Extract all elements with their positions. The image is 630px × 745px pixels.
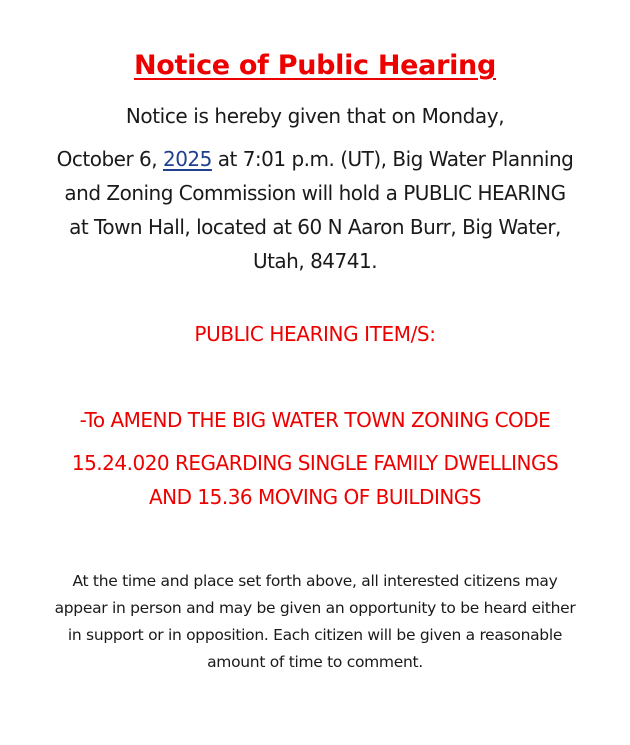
time-and-commission: at 7:01 p.m. (UT), Big Water Planning bbox=[211, 147, 574, 171]
hearing-items-heading: PUBLIC HEARING ITEM/S: bbox=[194, 322, 436, 346]
hearing-item-line-1: -To AMEND THE BIG WATER TOWN ZONING CODE bbox=[79, 408, 551, 432]
hearing-item-line-3: AND 15.36 MOVING OF BUILDINGS bbox=[148, 485, 481, 509]
details-line-3: at Town Hall, located at 60 N Aaron Burr, Big Water, bbox=[69, 215, 561, 239]
details-line-1 bbox=[32, 142, 598, 176]
closing-line-2: appear in person and may be given an opportunity to be heard either bbox=[54, 599, 576, 617]
hearing-item-line-2: 15.24.020 REGARDING SINGLE FAMILY DWELLINGS bbox=[71, 451, 559, 475]
closing-line-1: At the time and place set forth above, all interested citizens may bbox=[72, 572, 558, 590]
notice-title: Notice of Public Hearing bbox=[133, 50, 497, 81]
closing-line-4: amount of time to comment. bbox=[207, 653, 423, 671]
hearing-details bbox=[32, 142, 598, 278]
details-line-2: and Zoning Commission will hold a PUBLIC HEARING bbox=[64, 181, 566, 205]
date-year-link[interactable]: 2025 bbox=[162, 147, 212, 171]
notice-intro: Notice is hereby given that on Monday, bbox=[125, 104, 505, 128]
hearing-item-continuation bbox=[20, 446, 610, 514]
details-line-4: Utah, 84741. bbox=[252, 249, 378, 273]
date-prefix: October 6, bbox=[56, 147, 163, 171]
closing-paragraph bbox=[30, 568, 600, 676]
closing-line-3: in support or in opposition. Each citizen will be given a reasonable bbox=[67, 626, 563, 644]
